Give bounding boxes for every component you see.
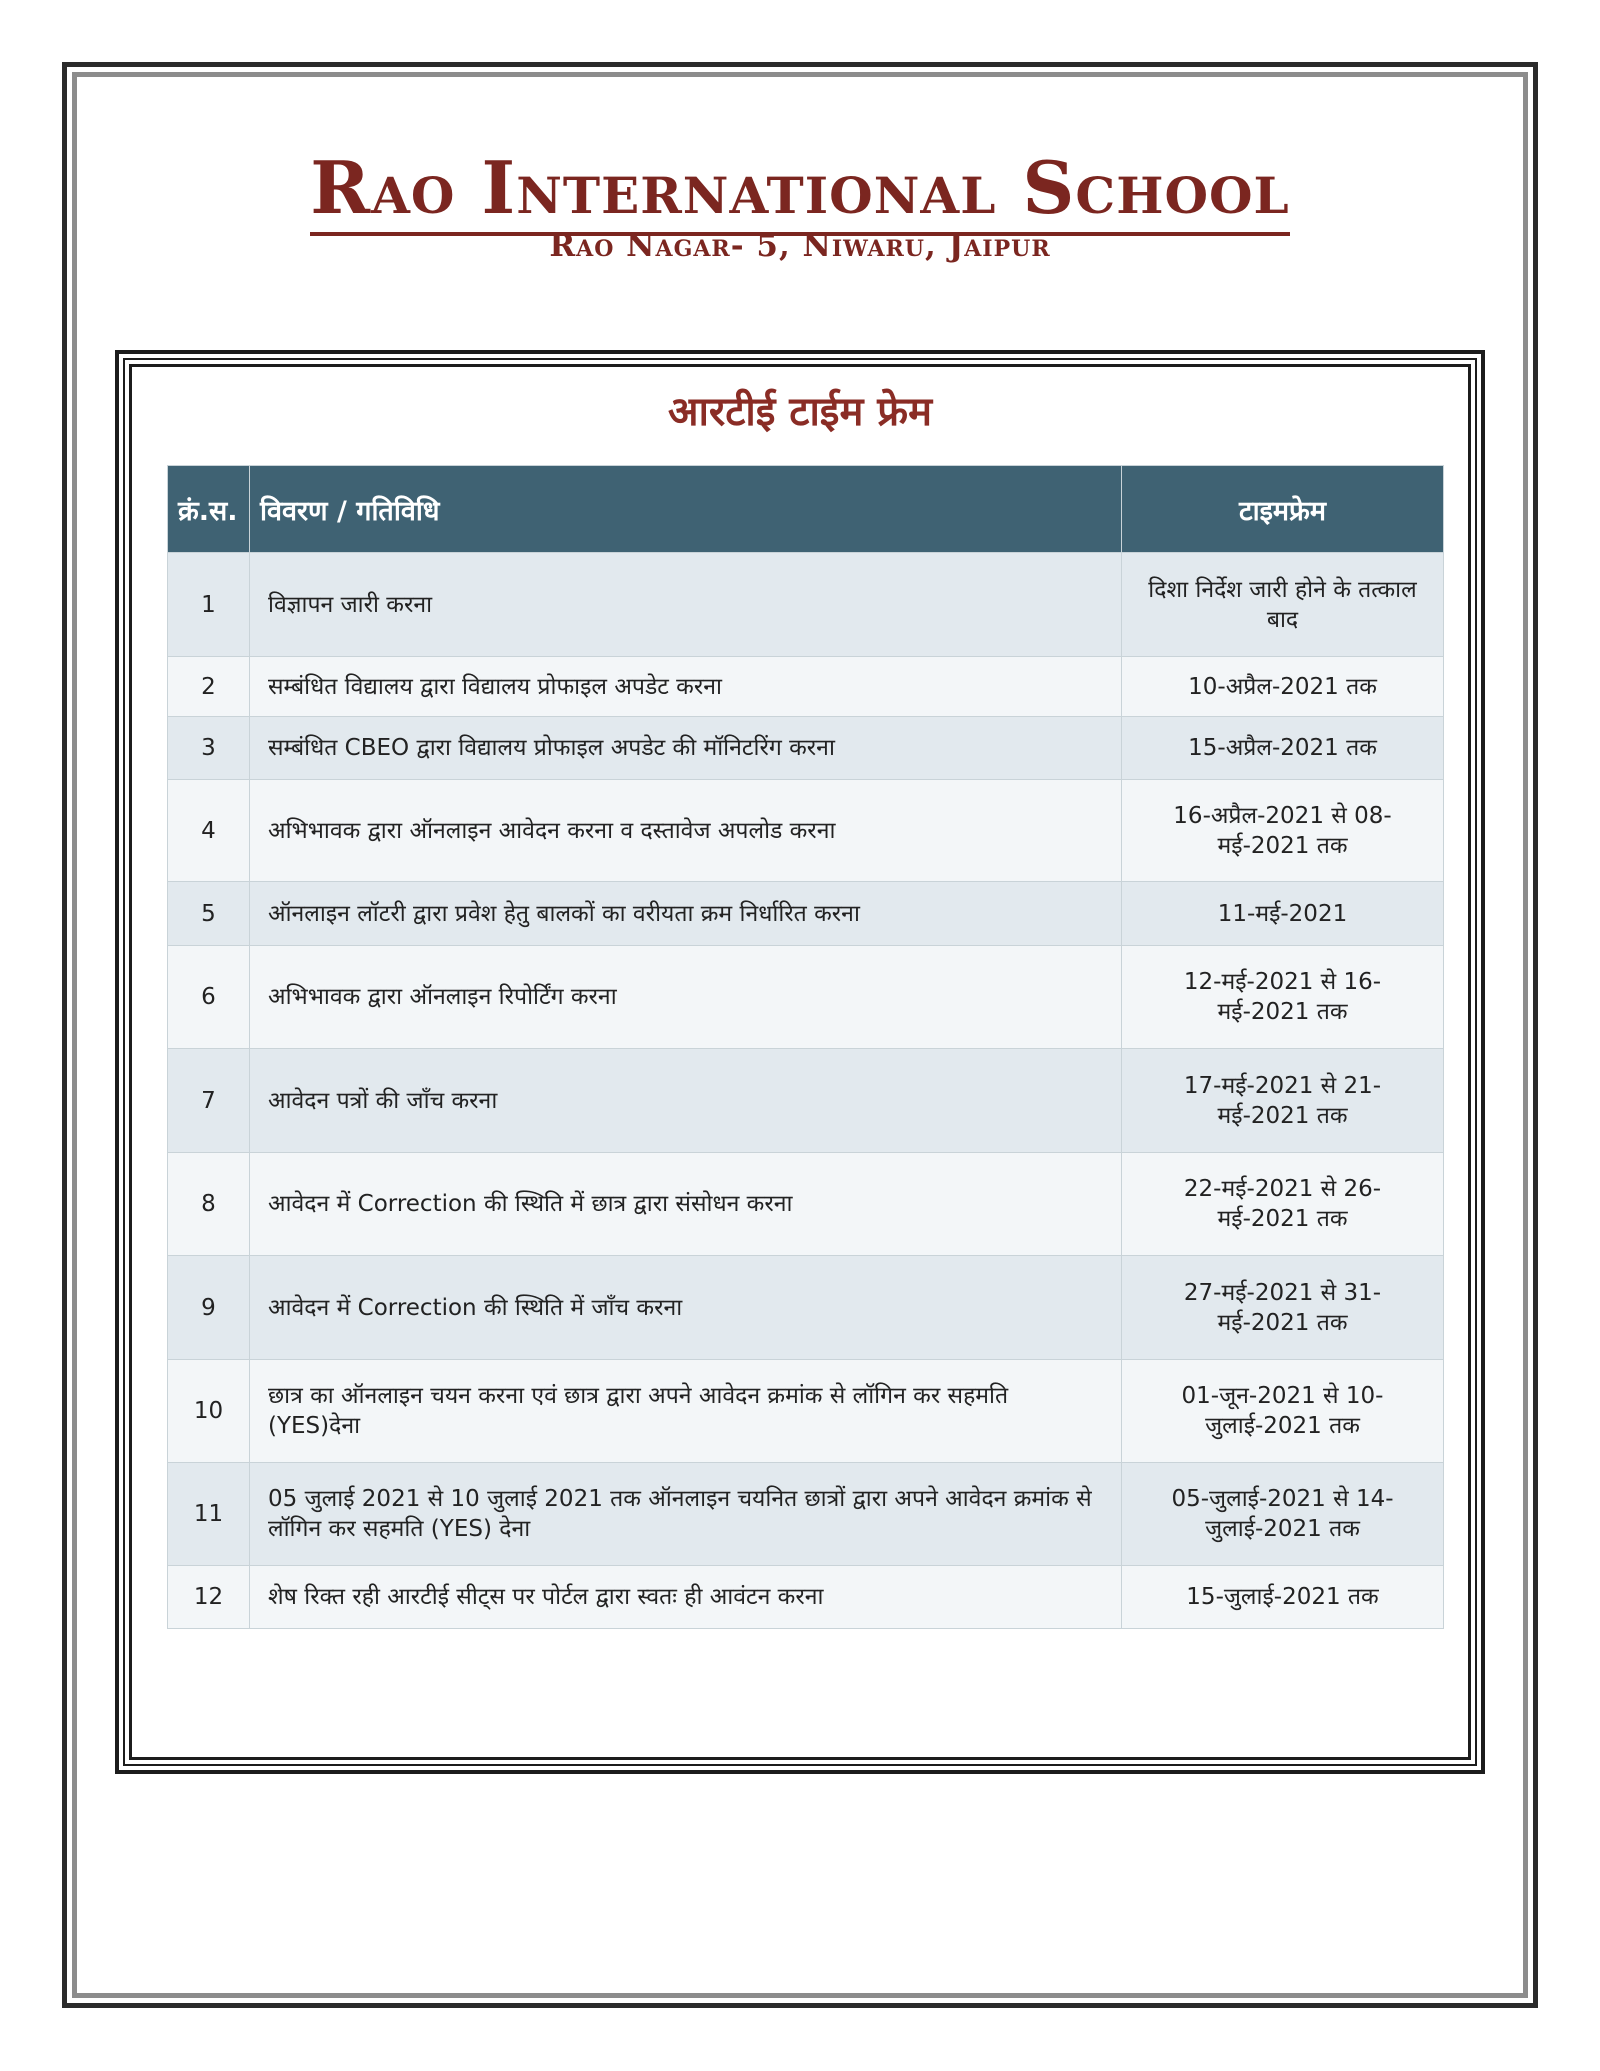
cell-serial: 10 [168, 1360, 250, 1463]
cell-description: आवेदन में Correction की स्थिति में छात्र द्वारा संसोधन करना [250, 1153, 1122, 1256]
table-row [168, 1256, 1444, 1360]
column-header-serial: क्रं.स. [168, 466, 250, 553]
cell-description: ऑनलाइन लॉटरी द्वारा प्रवेश हेतु बालकों का वरीयता क्रम निर्धारित करना [250, 882, 1122, 946]
school-name [0, 145, 1600, 230]
table-row [168, 717, 1444, 780]
cell-serial: 12 [168, 1566, 250, 1629]
cell-description: आवेदन पत्रों की जाँच करना [250, 1049, 1122, 1153]
cell-timeframe: 12-मई-2021 से 16-मई-2021 तक [1122, 946, 1444, 1049]
rte-timeframe-table [167, 465, 1444, 1629]
cell-serial: 6 [168, 946, 250, 1049]
cell-timeframe: 27-मई-2021 से 31-मई-2021 तक [1122, 1256, 1444, 1360]
table-row [168, 1463, 1444, 1566]
cell-serial: 5 [168, 882, 250, 946]
cell-timeframe: 17-मई-2021 से 21-मई-2021 तक [1122, 1049, 1444, 1153]
table-row [168, 1566, 1444, 1629]
school-name-text: Rao International School [310, 145, 1289, 236]
cell-timeframe: दिशा निर्देश जारी होने के तत्काल बाद [1122, 553, 1444, 657]
cell-description: छात्र का ऑनलाइन चयन करना एवं छात्र द्वारा अपने आवेदन क्रमांक से लॉगिन कर सहमति (YES)देना [250, 1360, 1122, 1463]
cell-description: 05 जुलाई 2021 से 10 जुलाई 2021 तक ऑनलाइन चयनित छात्रों द्वारा अपने आवेदन क्रमांक से लॉगिन कर सहमति (YES) देना [250, 1463, 1122, 1566]
cell-description: आवेदन में Correction की स्थिति में जाँच करना [250, 1256, 1122, 1360]
cell-serial: 11 [168, 1463, 250, 1566]
cell-timeframe: 16-अप्रैल-2021 से 08-मई-2021 तक [1122, 780, 1444, 882]
cell-serial: 4 [168, 780, 250, 882]
cell-timeframe: 15-जुलाई-2021 तक [1122, 1566, 1444, 1629]
cell-description: विज्ञापन जारी करना [250, 553, 1122, 657]
cell-timeframe: 05-जुलाई-2021 से 14-जुलाई-2021 तक [1122, 1463, 1444, 1566]
table-row [168, 1153, 1444, 1256]
cell-timeframe: 22-मई-2021 से 26-मई-2021 तक [1122, 1153, 1444, 1256]
table-row [168, 882, 1444, 946]
cell-description: अभिभावक द्वारा ऑनलाइन रिपोर्टिंग करना [250, 946, 1122, 1049]
table-row [168, 780, 1444, 882]
column-header-timeframe: टाइमफ्रेम [1122, 466, 1444, 553]
cell-description: अभिभावक द्वारा ऑनलाइन आवेदन करना व दस्तावेज अपलोड करना [250, 780, 1122, 882]
table-row [168, 1360, 1444, 1463]
table-row [168, 553, 1444, 657]
school-address: Rao Nagar- 5, Niwaru, Jaipur [549, 228, 1051, 264]
table-row [168, 946, 1444, 1049]
cell-description: शेष रिक्त रही आरटीई सीट्स पर पोर्टल द्वारा स्वतः ही आवंटन करना [250, 1566, 1122, 1629]
cell-description: सम्बंधित CBEO द्वारा विद्यालय प्रोफाइल अपडेट की मॉनिटरिंग करना [250, 717, 1122, 780]
cell-timeframe: 15-अप्रैल-2021 तक [1122, 717, 1444, 780]
cell-serial: 2 [168, 657, 250, 717]
table-header-row [168, 466, 1444, 553]
column-header-description: विवरण / गतिविधि [250, 466, 1122, 553]
cell-serial: 1 [168, 553, 250, 657]
cell-serial: 9 [168, 1256, 250, 1360]
cell-description: सम्बंधित विद्यालय द्वारा विद्यालय प्रोफाइल अपडेट करना [250, 657, 1122, 717]
cell-serial: 3 [168, 717, 250, 780]
cell-serial: 7 [168, 1049, 250, 1153]
cell-timeframe: 10-अप्रैल-2021 तक [1122, 657, 1444, 717]
table-row [168, 657, 1444, 717]
cell-timeframe: 01-जून-2021 से 10-जुलाई-2021 तक [1122, 1360, 1444, 1463]
table-row [168, 1049, 1444, 1153]
cell-timeframe: 11-मई-2021 [1122, 882, 1444, 946]
cell-serial: 8 [168, 1153, 250, 1256]
table-title: आरटीई टाईम फ्रेम [667, 389, 933, 435]
